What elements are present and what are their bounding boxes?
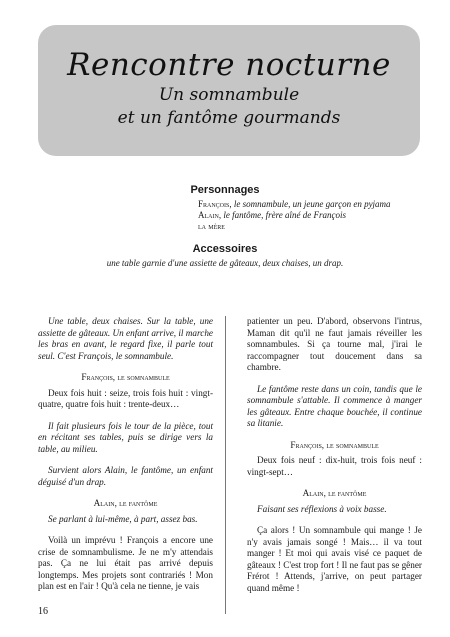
dialogue-line: Deux fois huit : seize, trois fois huit : vingt-quatre, quatre fois huit : trente-deux… <box>38 387 213 409</box>
characters-heading: Personnages <box>190 184 260 196</box>
dialogue-line: patienter un peu. D'abord, observons l'intrus, Maman dit qu'il ne faut jamais réveiller les somnambules. Si ça tourne mal, j'irai le raccompagner tout doucement dans sa chambre. <box>247 316 422 372</box>
props-text: une table garnie d'une assiette de gâteaux, deux chaises, un drap. <box>106 258 344 268</box>
characters-section <box>40 184 410 232</box>
character-item: la mère <box>198 221 225 231</box>
character-list <box>198 199 410 232</box>
play-subtitle-line1: Un somnambule <box>158 85 300 105</box>
stage-direction: Le fantôme reste dans un coin, tandis que le somnambule s'attable. Il commence à manger les gâteaux. Entre chaque bouchée, il continue sa litanie. <box>247 383 422 428</box>
dialogue-line: Ça alors ! Un somnambule qui mange ! Je n'y avais jamais songé ! Mais… il va tout manger ! Et moi qui avais visé ce paquet de gâteaux ! C'est trop fort ! Il ne faut pas se gêner Frérot ! Attends, j'arrive, on peut partager quand même ! <box>247 525 422 593</box>
character-item: Alain, le fantôme, frère aîné de François <box>198 210 346 220</box>
stage-direction: Il fait plusieurs fois le tour de la pièce, tout en récitant ses tables, puis se dirige vers la table, au milieu. <box>38 420 213 454</box>
dialogue-line: Voilà un imprévu ! François a encore une crise de somnambulisme. Je ne m'y attendais pas. Ça ne lui était pas arrivé depuis longtemps. Mes projets sont contrariés ! Mon plan est en l'air ! Qu'à cela ne tienne, je vais <box>38 535 213 591</box>
stage-direction: Une table, deux chaises. Sur la table, une assiette de gâteaux. Un enfant arrive, il marche les bras en avant, le regard fixe, il parle tout seul. C'est François, le somnambule. <box>38 316 213 361</box>
column-divider <box>225 316 226 614</box>
dialogue-line: Deux fois neuf : dix-huit, trois fois neuf : vingt-sept… <box>247 455 422 477</box>
play-subtitle-line2: et un fantôme gourmands <box>117 108 341 128</box>
speaker-name: François, le somnambule <box>81 372 170 382</box>
play-title: Rencontre nocturne <box>67 47 391 83</box>
speaker-name: Alain, le fantôme <box>93 498 158 508</box>
speaker-name: Alain, le fantôme <box>302 488 367 498</box>
title-banner <box>38 25 420 156</box>
props-heading: Accessoires <box>192 243 258 255</box>
props-section <box>40 243 410 268</box>
right-column <box>247 316 422 604</box>
page-number: 16 <box>38 606 48 617</box>
speaker-name: François, le somnambule <box>290 439 379 450</box>
character-item: François, le somnambule, un jeune garçon en pyjama <box>198 199 391 209</box>
stage-direction: Survient alors Alain, le fantôme, un enfant déguisé d'un drap. <box>38 465 213 487</box>
stage-direction: Se parlant à lui-même, à part, assez bas. <box>48 513 198 524</box>
stage-direction: Faisant ses réflexions à voix basse. <box>257 503 387 514</box>
left-column <box>38 316 213 603</box>
